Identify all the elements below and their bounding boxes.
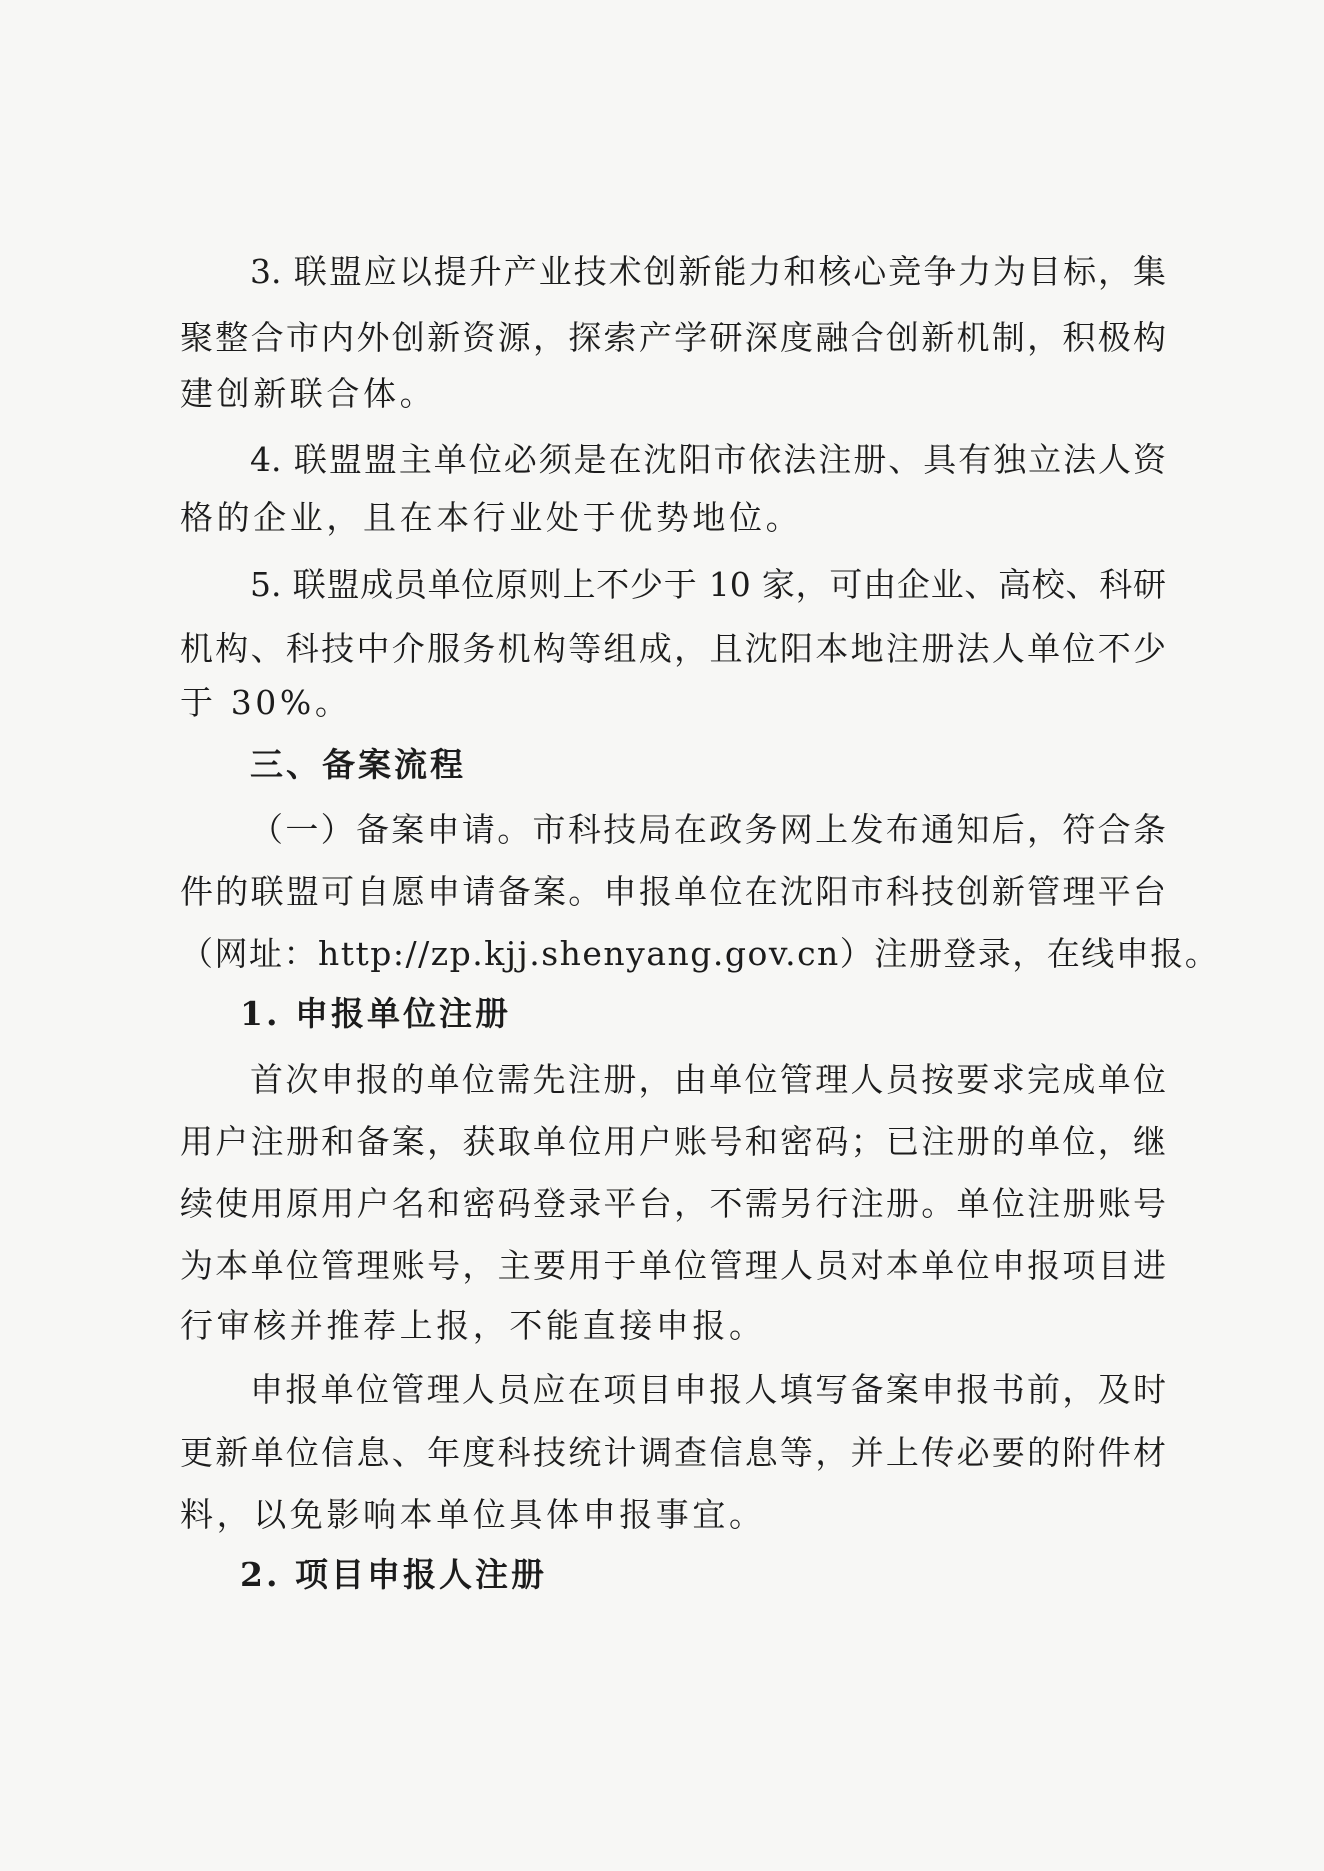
paragraph-unit-registration-line-2: 用户注册和备案，获取单位用户账号和密码；已注册的单位，继 [180,1122,1166,1161]
subheading-applicant-registration: 2. 项目申报人注册 [240,1555,547,1594]
paragraph-unit-registration-line-5: 行审核并推荐上报，不能直接申报。 [180,1306,766,1345]
paragraph-unit-registration-line-1: 首次申报的单位需先注册，由单位管理人员按要求完成单位 [250,1060,1166,1099]
paragraph-unit-registration-line-4: 为本单位管理账号，主要用于单位管理人员对本单位申报项目进 [180,1246,1166,1285]
paragraph-unit-admin-line-2: 更新单位信息、年度科技统计调查信息等，并上传必要的附件材 [180,1433,1166,1472]
paragraph-3-line-1: 3. 联盟应以提升产业技术创新能力和核心竞争力为目标，集 [250,252,1166,291]
paragraph-3-line-3: 建创新联合体。 [180,374,437,413]
subheading-unit-registration: 1. 申报单位注册 [240,994,511,1033]
paragraph-unit-registration-line-3: 续使用原用户名和密码登录平台，不需另行注册。单位注册账号 [180,1184,1166,1223]
paragraph-unit-admin-line-3: 料，以免影响本单位具体申报事宜。 [180,1495,766,1534]
section-heading-filing-process: 三、备案流程 [250,745,466,784]
paragraph-5-line-1: 5. 联盟成员单位原则上不少于 10 家，可由企业、高校、科研 [250,565,1166,604]
paragraph-4-line-2: 格的企业，且在本行业处于优势地位。 [180,498,803,537]
paragraph-application-line-1: （一）备案申请。市科技局在政务网上发布通知后，符合条 [250,810,1166,849]
paragraph-application-line-2: 件的联盟可自愿申请备案。申报单位在沈阳市科技创新管理平台 [180,872,1166,911]
paragraph-unit-admin-line-1: 申报单位管理人员应在项目申报人填写备案申报书前，及时 [250,1370,1166,1409]
paragraph-3-line-2: 聚整合市内外创新资源，探索产学研深度融合创新机制，积极构 [180,318,1166,357]
paragraph-5-line-2: 机构、科技中介服务机构等组成，且沈阳本地注册法人单位不少 [180,629,1166,668]
paragraph-4-line-1: 4. 联盟盟主单位必须是在沈阳市依法注册、具有独立法人资 [250,440,1166,479]
paragraph-5-line-3: 于 30%。 [180,683,352,722]
paragraph-application-line-3: （网址：http://zp.kjj.shenyang.gov.cn）注册登录，在线申报。 [180,934,1220,973]
